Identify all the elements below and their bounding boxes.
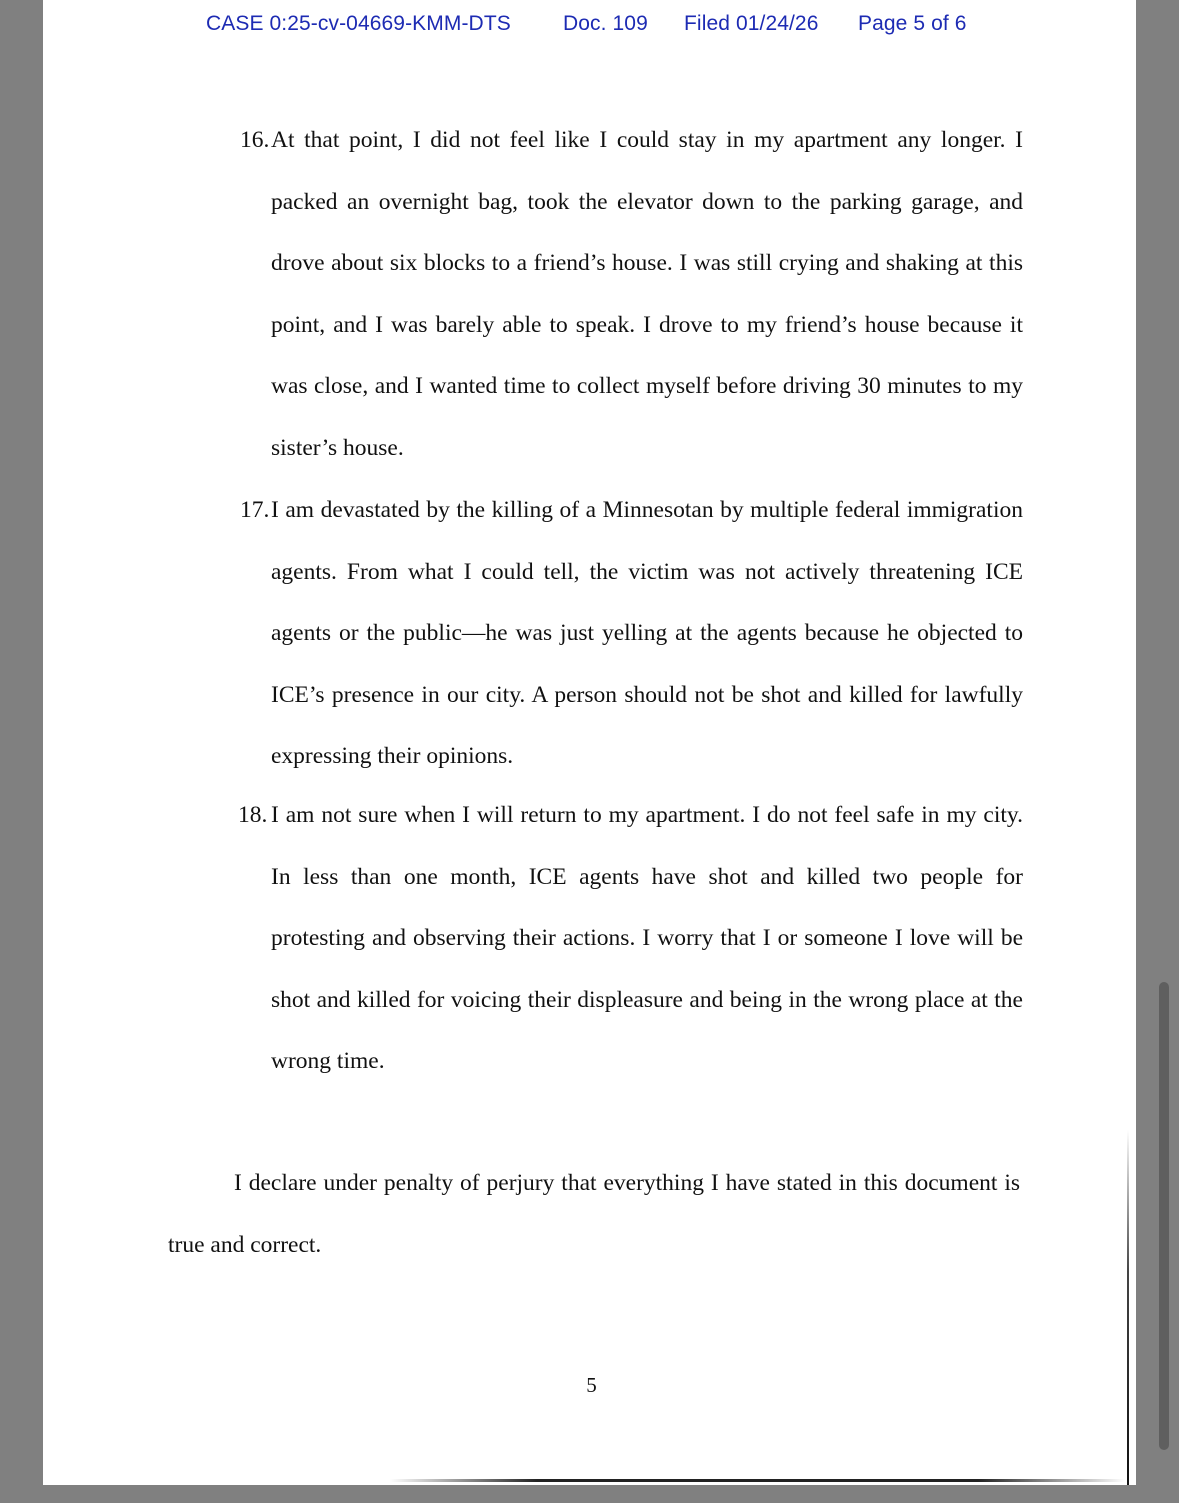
- scan-edge-right: [1127, 1130, 1129, 1485]
- scan-edge-bottom: [390, 1479, 1125, 1482]
- perjury-declaration: I declare under penalty of perjury that everything I have stated in this document is true and correct.: [168, 1170, 1020, 1258]
- paragraph-number: 17.: [240, 497, 270, 523]
- filed-date: Filed 01/24/26: [684, 12, 819, 35]
- document-number: Doc. 109: [563, 12, 648, 35]
- page-indicator: Page 5 of 6: [858, 12, 967, 35]
- paragraph-text: I am not sure when I will return to my apartment. I do not feel safe in my city. In less than one month, ICE agents have shot and killed two people for protesting and observing their actions. I worry that I or someone I love will be shot and killed for voicing their displeasure and being in the wrong place at the wrong time.: [271, 802, 1023, 1074]
- paragraph-text: At that point, I did not feel like I could stay in my apartment any longer. I packed an overnight bag, took the elevator down to the parking garage, and drove about six blocks to a friend’s house. I was still crying and shaking at this point, and I was barely able to speak. I drove to my friend’s house because it was close, and I wanted time to collect myself before driving 30 minutes to my sister’s house.: [271, 127, 1023, 461]
- ecf-header: [0, 12, 1179, 40]
- scrollbar-thumb[interactable]: [1159, 982, 1169, 1450]
- case-number: CASE 0:25-cv-04669-KMM-DTS: [206, 12, 511, 35]
- paragraph-number: 18.: [238, 802, 268, 828]
- paragraph-text: I am devastated by the killing of a Minnesotan by multiple federal immigration agents. From what I could tell, the victim was not actively threatening ICE agents or the public—he was just yelling at the agents because he objected to ICE’s presence in our city. A person should not be shot and killed for lawfully expressing their opinions.: [271, 497, 1023, 769]
- paragraph-number: 16.: [240, 127, 270, 153]
- page-number: 5: [586, 1373, 597, 1397]
